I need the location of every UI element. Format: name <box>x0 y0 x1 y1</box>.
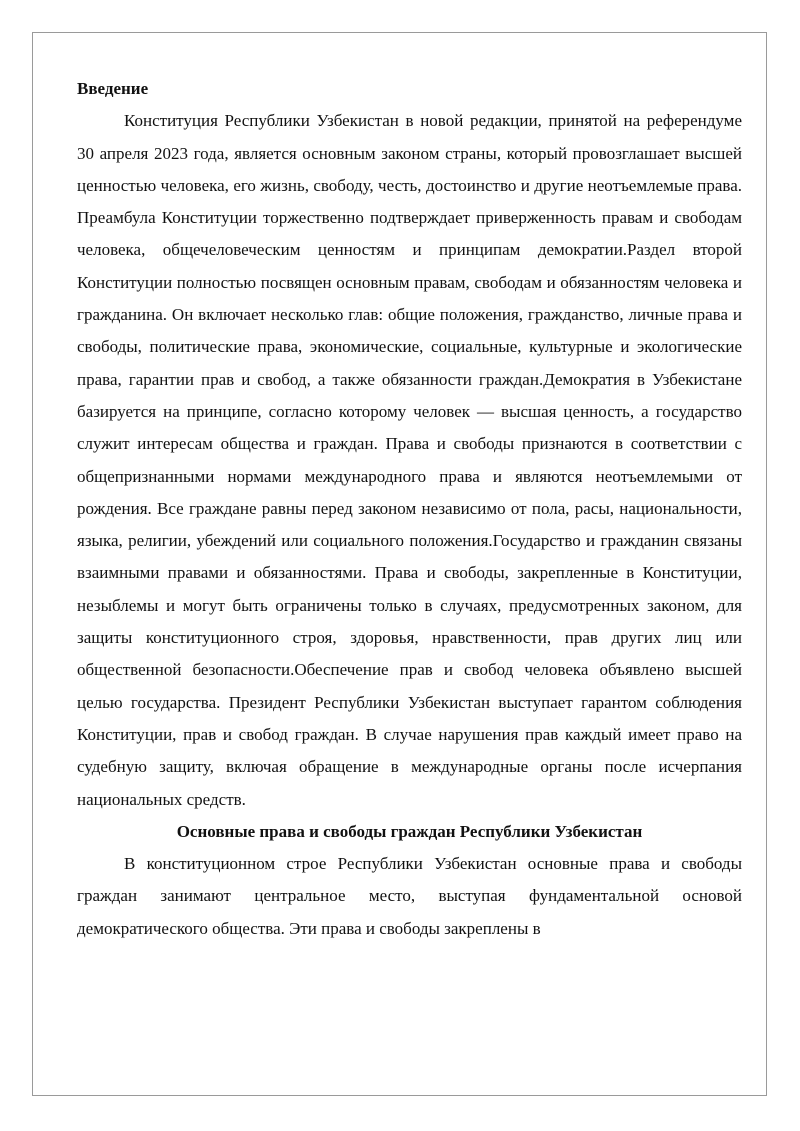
intro-heading: Введение <box>77 79 149 98</box>
document-body <box>77 73 742 945</box>
rights-paragraph: В конституционном строе Республики Узбекистан основные права и свободы граждан занимают центральное место, выступая фундаментальной основой демократического общества. Эти права и свободы закреплены в <box>77 854 742 938</box>
intro-paragraph: Конституция Республики Узбекистан в новой редакции, принятой на референдуме 30 апреля 2023 года, является основным законом страны, который провозглашает высшей ценностью человека, его жизнь, свободу, честь, достоинство и другие неотъемлемые права. Преамбула Конституции торжественно подтверждает приверженность правам и свободам человека, общечеловеческим ценностям и принципам демократии.Раздел второй Конституции полностью посвящен основным правам, свободам и обязанностям человека и гражданина. Он включает несколько глав: общие положения, гражданство, личные права и свободы, политические права, экономические, социальные, культурные и экологические права, гарантии прав и свобод, а также обязанности граждан.Демократия в Узбекистане базируется на принципе, согласно которому человек — высшая ценность, а государство служит интересам общества и граждан. Права и свободы признаются в соответствии с общепризнанными нормами международного права и являются неотъемлемыми от рождения. Все граждане равны перед законом независимо от пола, расы, национальности, языка, религии, убеждений или социального положения.Государство и гражданин связаны взаимными правами и обязанностями. Права и свободы, закрепленные в Конституции, незыблемы и могут быть ограничены только в случаях, предусмотренных законом, для защиты конституционного строя, здоровья, нравственности, прав других лиц или общественной безопасности.Обеспечение прав и свобод человека объявлено высшей целью государства. Президент Республики Узбекистан выступает гарантом соблюдения Конституции, прав и свобод граждан. В случае нарушения прав каждый имеет право на судебную защиту, включая обращение в международные органы после исчерпания национальных средств. <box>77 111 742 809</box>
rights-heading: Основные права и свободы граждан Республики Узбекистан <box>176 821 643 841</box>
